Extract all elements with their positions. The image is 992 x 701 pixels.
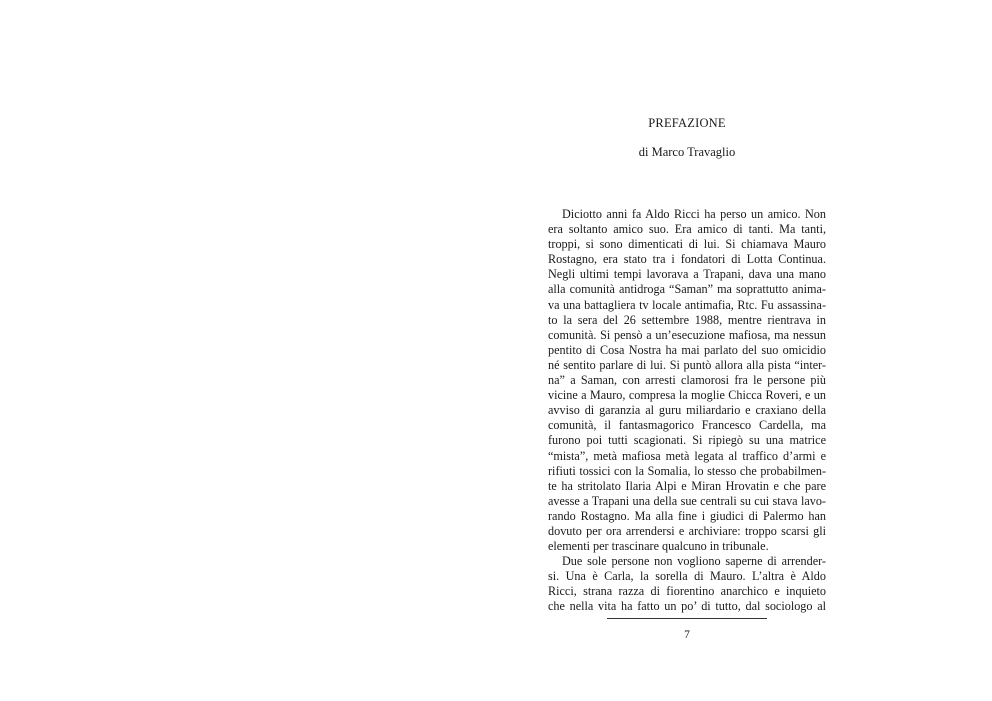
page-number: 7 <box>684 629 690 641</box>
text-line: si. Una è Carla, la sorella di Mauro. L’altra è Aldo <box>548 569 826 584</box>
text-line: comunità. Si pensò a un’esecuzione mafiosa, ma nessun <box>548 327 826 342</box>
text-line: na” a Saman, con arresti clamorosi fra le persone più <box>548 373 826 388</box>
text-line: Rostagno, era stato tra i fondatori di Lotta Continua. <box>548 252 826 267</box>
text-line: te ha stritolato Ilaria Alpi e Miran Hrovatin e che pare <box>548 478 826 493</box>
text-line: pentito di Cosa Nostra ha mai parlato del suo omicidio <box>548 342 826 357</box>
footer-rule <box>607 618 767 619</box>
text-line: vicine a Mauro, compresa la moglie Chicca Roveri, e un <box>548 388 826 403</box>
text-line: che nella vita ha fatto un po’ di tutto, dal sociologo al <box>548 599 826 614</box>
chapter-title: PREFAZIONE <box>648 116 726 130</box>
text-line: to la sera del 26 settembre 1988, mentre rientrava in <box>548 312 826 327</box>
text-line: furono poi tutti scagionati. Si ripiegò su una matrice <box>548 433 826 448</box>
text-line: rando Rostagno. Ma alla fine i giudici di Palermo han <box>548 508 826 523</box>
text-line: alla comunità antidroga “Saman” ma soprattutto anima- <box>548 282 826 297</box>
text-line: elementi per trascinare qualcuno in tribunale. <box>548 539 769 554</box>
text-line: Diciotto anni fa Aldo Ricci ha perso un amico. Non <box>562 207 826 221</box>
body-text <box>548 207 826 615</box>
text-line: comunità, il fantasmagorico Francesco Cardella, ma <box>548 418 826 433</box>
text-line: Ricci, strana razza di fiorentino anarchico e inquieto <box>548 584 826 599</box>
text-line: troppi, si sono dimenticati di lui. Si chiamava Mauro <box>548 237 826 252</box>
text-line: rifiuti tossici con la Somalia, lo stesso che probabilmen- <box>548 463 826 478</box>
text-line: dovuto per ora arrendersi e archiviare: troppo scarsi gli <box>548 523 826 538</box>
text-line: avesse a Trapani una della sue centrali su cui stava lavo- <box>548 493 826 508</box>
text-line: Due sole persone non vogliono saperne di arrender- <box>562 554 826 569</box>
text-line: va una battagliera tv locale antimafia, Rtc. Fu assassina- <box>548 297 826 312</box>
text-line: avviso di garanzia al guru miliardario e craxiano della <box>548 403 826 418</box>
text-line: era soltanto amico suo. Era amico di tanti. Ma tanti, <box>548 222 826 237</box>
author-line: di Marco Travaglio <box>638 145 736 159</box>
text-line: Negli ultimi tempi lavorava a Trapani, dava una mano <box>548 267 826 282</box>
text-line: né sentito parlare di lui. Si puntò allora alla pista “inter- <box>548 357 826 372</box>
text-line: “mista”, metà mafiosa metà legata al traffico d’armi e <box>548 448 826 463</box>
